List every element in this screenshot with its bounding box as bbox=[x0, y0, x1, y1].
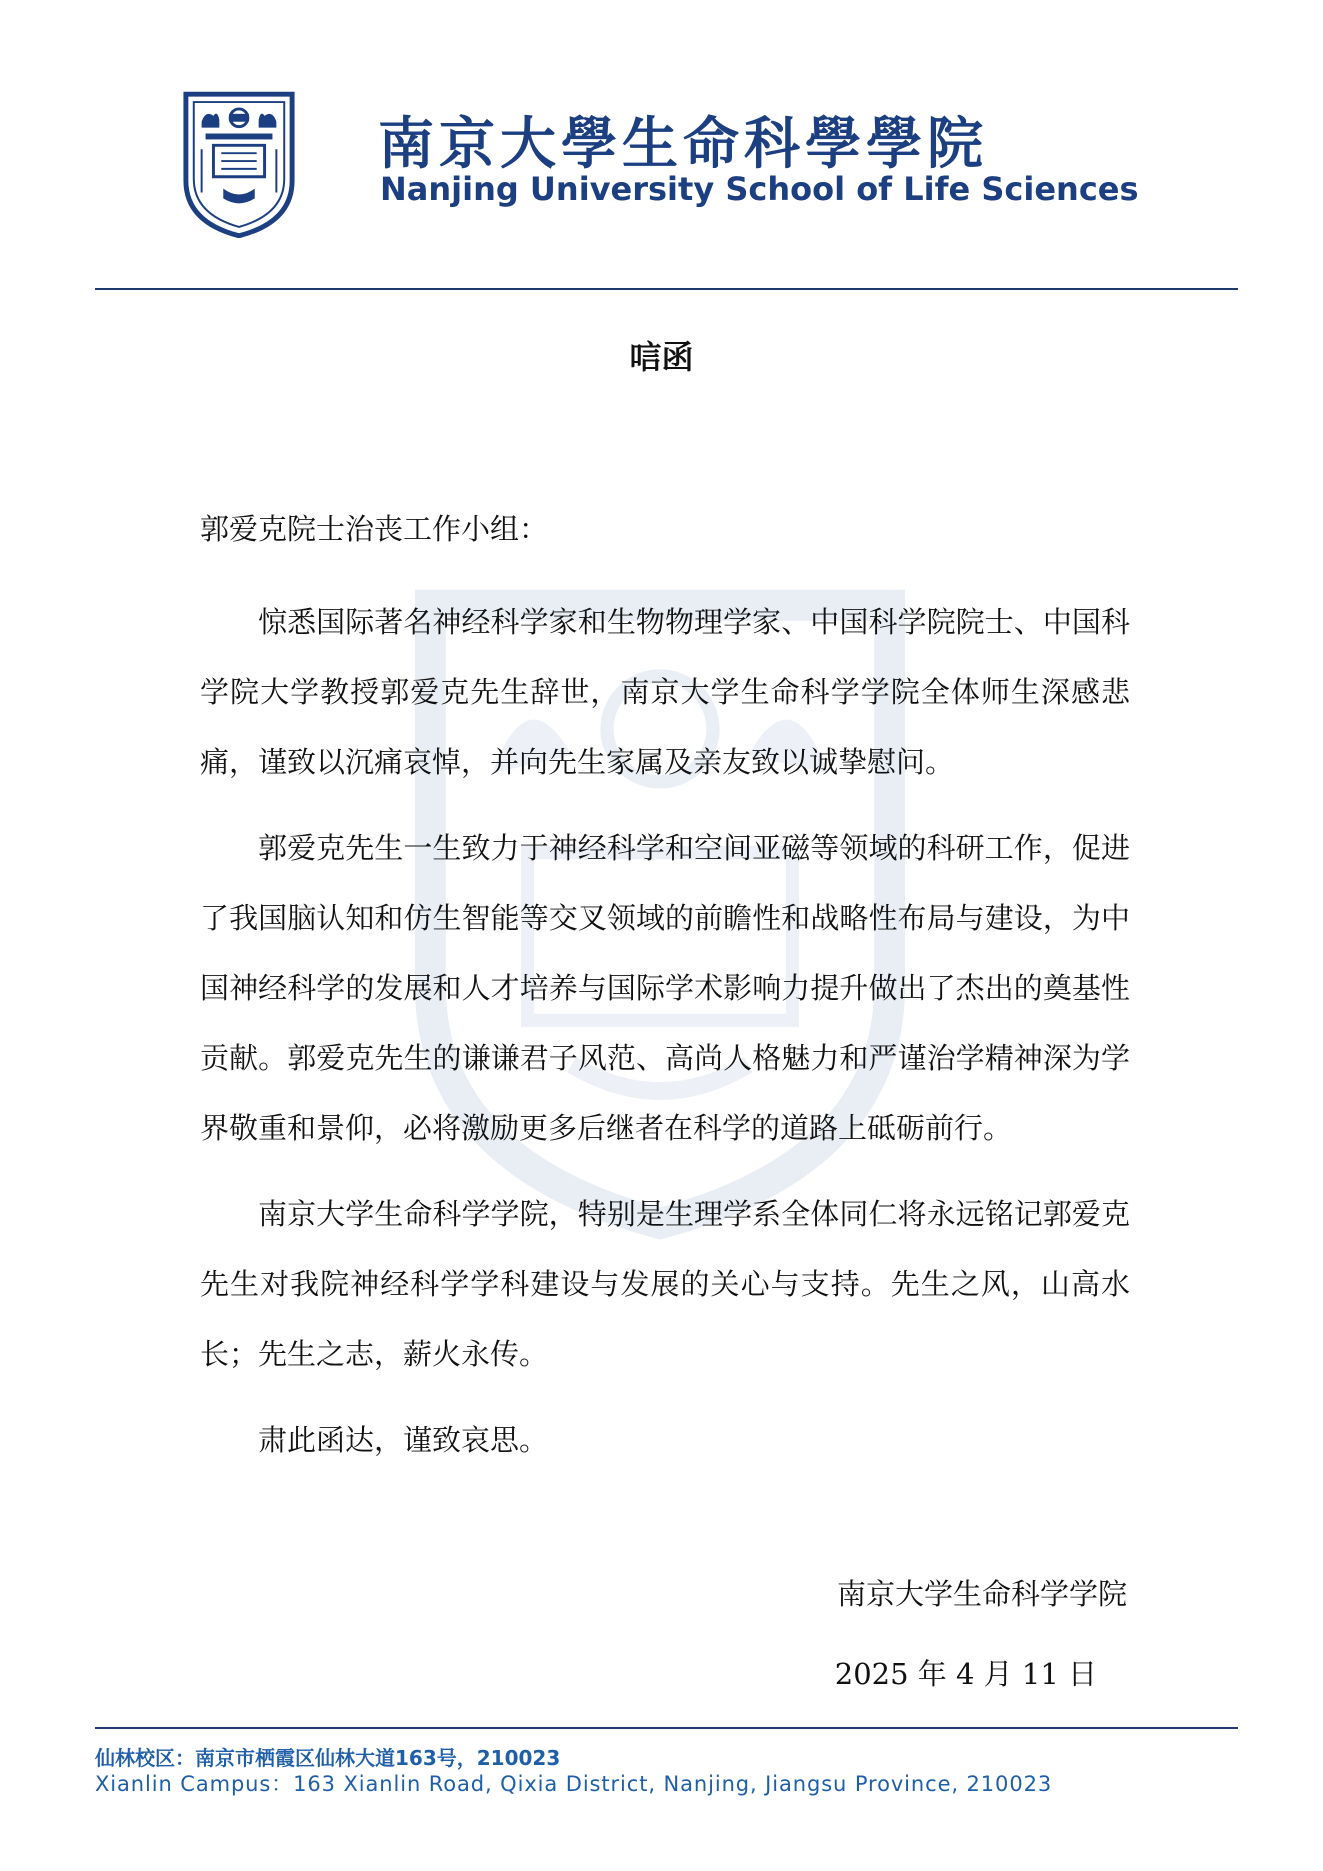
letter-title: 唁函 bbox=[629, 338, 694, 376]
footer-address-en: Xianlin Campus：163 Xianlin Road, Qixia District, Nanjing, Jiangsu Province, 210023 bbox=[95, 1772, 1053, 1796]
body-paragraph: 南京大学生命科学学院，特别是生理学系全体同仁将永远铭记郭爱克先生对我院神经科学学科建设与发展的关心与支持。先生之风，山高水长；先生之志，薪火永传。 bbox=[200, 1197, 1130, 1371]
body-paragraph: 郭爱克先生一生致力于神经科学和空间亚磁等领域的科研工作，促进了我国脑认知和仿生智能等交叉领域的前瞻性和战略性布局与建设，为中国神经科学的发展和人才培养与国际学术影响力提升做出了杰出的奠基性贡献。郭爱克先生的谦谦君子风范、高尚人格魅力和严谨治学精神深为学界敬重和景仰，必将激励更多后继者在科学的道路上砥砺前行。 bbox=[200, 831, 1130, 1145]
signature-date: 2025 年 4 月 11 日 bbox=[834, 1657, 1097, 1691]
footer-address-cn: 仙林校区：南京市栖霞区仙林大道163号，210023 bbox=[95, 1746, 561, 1770]
signature-org: 南京大学生命科学学院 bbox=[836, 1577, 1127, 1611]
body-paragraph: 肃此函达，谨致哀思。 bbox=[258, 1423, 549, 1457]
footer-divider bbox=[95, 1727, 1238, 1729]
letterhead-name-en: Nanjing University School of Life Sciences bbox=[380, 170, 1139, 208]
letter-body bbox=[200, 587, 1130, 1491]
body-paragraph: 惊悉国际著名神经科学家和生物物理学家、中国科学院院士、中国科学院大学教授郭爱克先生辞世，南京大学生命科学学院全体师生深感悲痛，谨致以沉痛哀悼，并向先生家属及亲友致以诚挚慰问。 bbox=[200, 605, 1130, 779]
salutation: 郭爱克院士治丧工作小组： bbox=[200, 512, 549, 546]
university-crest-icon bbox=[180, 90, 298, 238]
header-divider bbox=[95, 288, 1238, 290]
letterhead-name-cn: 南京大學生命科學學院 bbox=[378, 112, 988, 177]
